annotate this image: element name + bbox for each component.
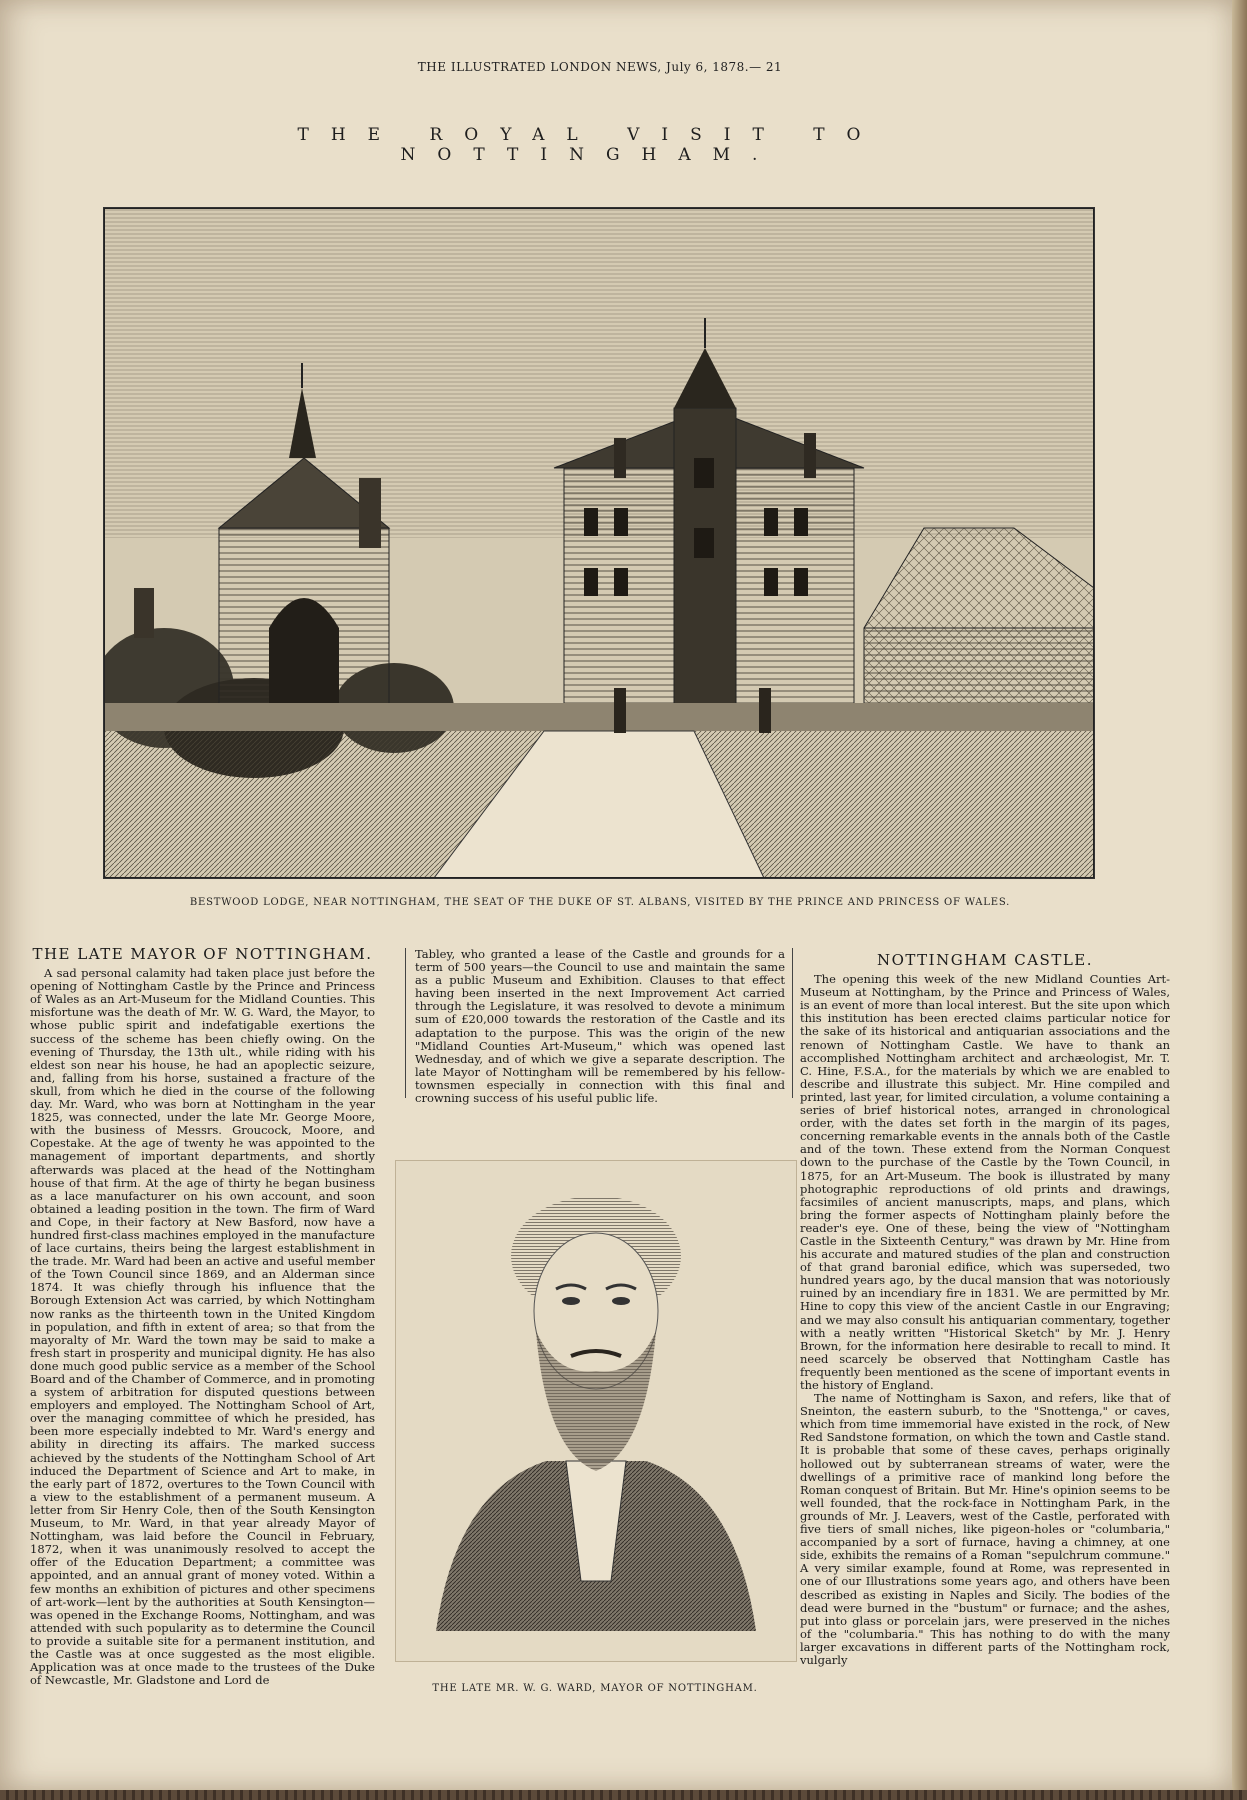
article-late-mayor xyxy=(30,945,375,1688)
bestwood-lodge-engraving xyxy=(103,207,1095,879)
article-para: The opening this week of the new Midland Counties Art-Museum at Nottingham, by the Prince and Princess of Wales, is an event of more than local interest. But the site upon which this institution has been erected claims particular notice for the sake of its historical and antiquarian associations and the renown of Nottingham Castle. We have to thank an accomplished Nottingham architect and archæologist, Mr. T. C. Hine, F.S.A., for the materials by which we are enabled to describe and illustrate this subject. Mr. Hine compiled and printed, last year, for limited circulation, a volume containing a series of brief historical notes, arranged in chronological order, with the dates set forth in the margin of its pages, concerning remarkable events in the annals both of the Castle and of the town. These extend from the Norman Conquest down to the purchase of the Castle by the Town Council, in 1875, for an Art-Museum. The book is illustrated by many photographic reproductions of old prints and drawings, facsimiles of ancient manuscripts, maps, and plans, which bring the former aspects of Nottingham plainly before the reader's eye. One of these, being the view of "Nottingham Castle in the Sixteenth Century," was drawn by Mr. Hine from his accurate and matured studies of the plan and construction of that grand baronial edifice, which was superseded, two hundred years ago, by the ducal mansion that was notoriously ruined by an incendiary fire in 1831. We are permitted by Mr. Hine to copy this view of the ancient Castle in our Engraving; and we may also consult his antiquarian commentary, together with a neatly written "Historical Sketch" by Mr. J. Henry Brown, for the information here desirable to recall to mind. It need scarcely be observed that Nottingham Castle has frequently been mentioned as the scene of important events in the history of England. xyxy=(800,972,1170,1392)
article-continuation xyxy=(415,948,785,1105)
running-head: THE ILLUSTRATED LONDON NEWS, July 6, 1878.— 21 xyxy=(417,60,783,74)
article-continuation-text: Tabley, who granted a lease of the Castle and grounds for a term of 500 years—the Council to use and maintain the same as a public Museum and Exhibition. Clauses to that effect having been inserted in the next Improvement Act carried through the Legislature, it was resolved to devote a minimum sum of £20,000 towards the restoration of the Castle and its adaptation to the purpose. This was the origin of the new "Midland Counties Art-Museum," which was opened last Wednesday, and of which we give a separate description. The late Mayor of Nottingham will be remembered by his fellow-townsmen especially in connection with this final and crowning success of his useful public life. xyxy=(415,947,785,1106)
article-para: The name of Nottingham is Saxon, and refers, like that of Sneinton, the eastern suburb, to the "Snottenga," or caves, which from time immemorial have existed in the rock, of New Red Sandstone formation, on which the town and Castle stand. It is probable that some of these caves, perhaps originally hollowed out by subterranean streams of water, were the dwellings of a primitive race of mankind long before the Roman conquest of Britain. But Mr. Hine's opinion seems to be well founded, that the rock-face in Nottingham Park, in the grounds of Mr. J. Leavers, west of the Castle, perforated with five tiers of small niches, like pigeon-holes or "columbaria," accompanied by a sort of furnace, having a chimney, at one side, exhibits the remains of a Roman "sepulchrum commune." A very similar example, found at Rome, was represented in one of our Illustrations some years ago, and others have been described as existing in Naples and Sicily. The bodies of the dead were burned in the "bustum" or furnace; and the ashes, put into glass or porcelain jars, were preserved in the niches of the "columbaria." This has nothing to do with the many larger excavations in different parts of the Nottingham rock, vulgarly xyxy=(800,1391,1170,1667)
article-heading: NOTTINGHAM CASTLE. xyxy=(876,951,1094,969)
article-body: A sad personal calamity had taken place just before the opening of Nottingham Castle by the Prince and Princess of Wales as an Art-Museum for the Midland Counties. This misfortune was the death of Mr. W. G. Ward, the Mayor, to whose public spirit and indefatigable exertions the success of the scheme has been chiefly owing. On the evening of Thursday, the 13th ult., while riding with his eldest son near his house, he had an apoplectic seizure, and, falling from his horse, sustained a fracture of the skull, from which he died in the course of the following day. Mr. Ward, who was born at Nottingham in the year 1825, was connected, under the late Mr. George Moore, with the business of Messrs. Groucock, Moore, and Copestake. At the age of twenty he was appointed to the management of important departments, and shortly afterwards was placed at the head of the Nottingham house of that firm. At the age of thirty he began business as a lace manufacturer on his own account, and soon obtained a leading position in the town. The firm of Ward and Cope, in their factory at New Basford, now have a hundred first-class machines employed in the manufacture of lace curtains, theirs being the largest establishment in the trade. Mr. Ward had been an active and useful member of the Town Council since 1869, and an Alderman since 1874. It was chiefly through his influence that the Borough Extension Act was carried, by which Nottingham now ranks as the thirteenth town in the United Kingdom in population, and fifth in extent of area; so that from the mayoralty of Mr. Ward the town may be said to make a fresh start in prosperity and municipal dignity. He has also done much good public service as a member of the School Board and of the Chamber of Commerce, and in promoting a system of arbitration for disputed questions between employers and employed. The Nottingham School of Art, over the managing committee of which he presided, has been more especially indebted to Mr. Ward's energy and ability in directing its affairs. The marked success achieved by the students of the Nottingham School of Art induced the Department of Science and Art to make, in the early part of 1872, overtures to the Town Council with a view to the establishment of a permanent museum. A letter from Sir Henry Cole, then of the South Kensington Museum, to Mr. Ward, in that year already Mayor of Nottingham, was laid before the Council in February, 1872, when it was unanimously resolved to accept the offer of the Education Department; a committee was appointed, and an annual grant of money voted. Within a few months an exhibition of pictures and other specimens of art-work—lent by the authorities at South Kensington—was opened in the Exchange Rooms, Nottingham, and was attended with such popularity as to determine the Council to provide a suitable site for a permanent institution, and the Castle was at once suggested as the most eligible. Application was at once made to the trustees of the Duke of Newcastle, Mr. Gladstone and Lord de xyxy=(30,966,375,1688)
engraving-caption: BESTWOOD LODGE, NEAR NOTTINGHAM, THE SEAT OF THE DUKE OF ST. ALBANS, VISITED BY THE PRINCE AND PRINCESS OF WALES. xyxy=(189,897,1011,908)
article-heading: THE LATE MAYOR OF NOTTINGHAM. xyxy=(32,945,373,963)
column-rule xyxy=(792,948,793,1098)
book-binding-edge xyxy=(0,1790,1247,1800)
article-nottingham-castle xyxy=(800,951,1170,1667)
page-title: THE ROYAL VISIT TO NOTTINGHAM. xyxy=(297,125,883,165)
ward-portrait xyxy=(395,1160,797,1662)
portrait-caption: THE LATE MR. W. G. WARD, MAYOR OF NOTTINGHAM. xyxy=(432,1683,758,1694)
column-rule xyxy=(405,948,406,1098)
